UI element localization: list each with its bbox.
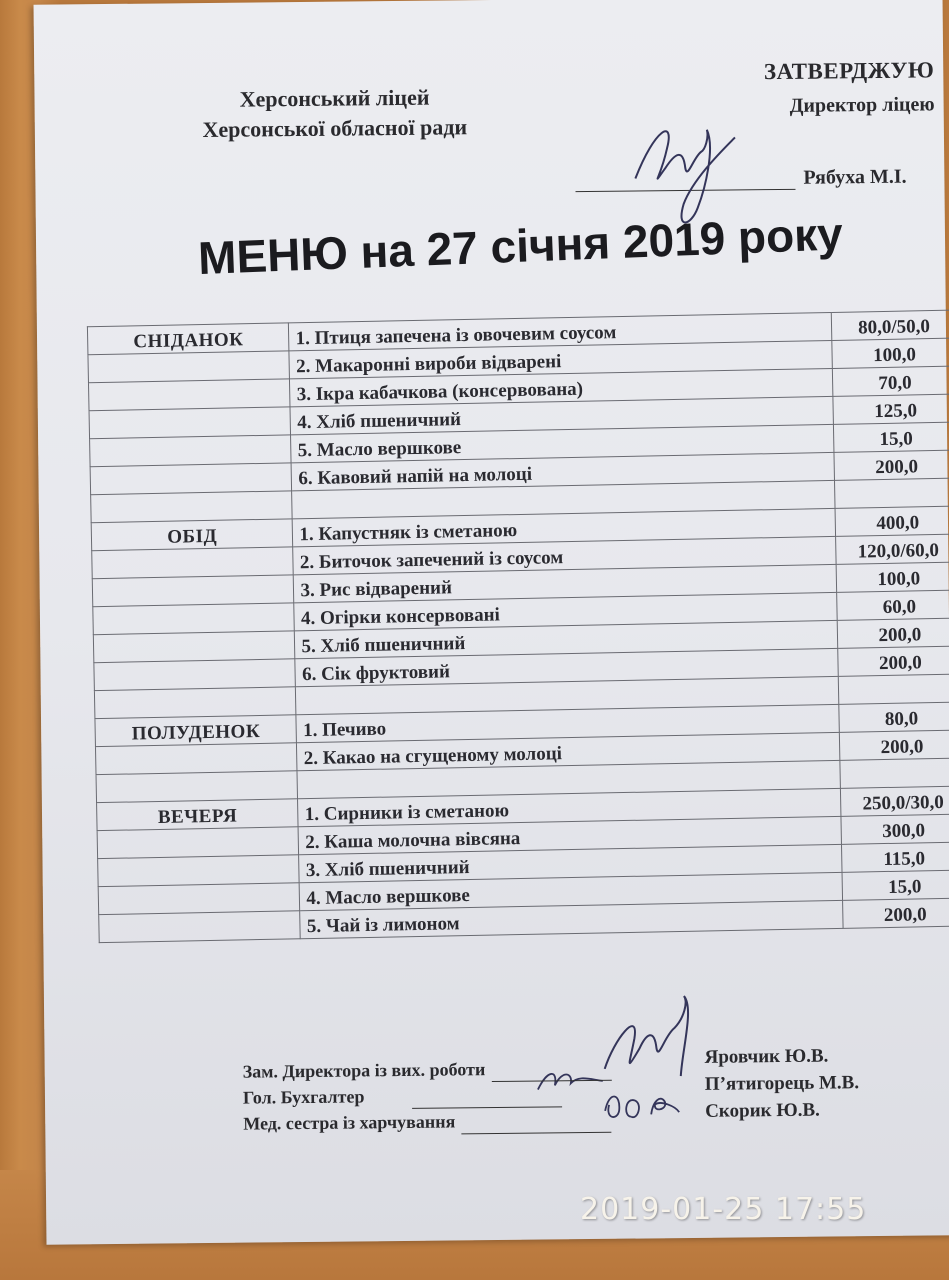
dish-name: 1. Печиво	[296, 704, 839, 742]
meal-cell-empty	[88, 379, 290, 411]
dish-amount: 60,0	[836, 590, 949, 620]
dish-name: 2. Какао на сгущеному молоці	[297, 732, 840, 770]
dish-name: 5. Масло вершкове	[291, 424, 834, 462]
dish-name: 2. Макаронні вироби відварені	[289, 340, 832, 378]
dish-name: 3. Ікра кабачкова (консервована)	[290, 368, 833, 406]
approver-title: Директор ліцею	[789, 93, 935, 117]
meal-cell-empty	[92, 547, 294, 579]
meal-cell-empty	[94, 659, 296, 691]
dish-name: 5. Хліб пшеничний	[295, 620, 838, 658]
approve-heading: ЗАТВЕРДЖУЮ	[763, 57, 935, 85]
accountant-role: Гол. Бухгалтер	[242, 1086, 365, 1108]
meal-cell-empty	[99, 911, 301, 943]
empty-cell	[96, 771, 298, 803]
menu-sheet	[34, 0, 949, 1245]
dish-amount: 70,0	[832, 366, 949, 396]
dish-amount: 400,0	[835, 506, 949, 536]
empty-cell	[94, 687, 296, 719]
deputy-name: Яровчик Ю.В.	[704, 1045, 829, 1068]
nurse-name: Скорик Ю.В.	[705, 1099, 820, 1122]
dish-name: 1. Сирники із сметаною	[298, 788, 841, 826]
meal-cell-empty	[93, 603, 295, 635]
approver-name: Рябуха М.І.	[803, 165, 907, 189]
deputy-role: Зам. Директора із вих. роботи	[242, 1059, 486, 1082]
deputy-sign-line	[491, 1062, 611, 1082]
empty-cell	[834, 478, 949, 508]
dish-amount: 250,0/30,0	[840, 786, 949, 816]
dish-amount: 100,0	[832, 338, 949, 368]
signature-roles	[243, 1055, 612, 1137]
dish-amount: 115,0	[841, 842, 949, 872]
dish-amount: 200,0	[839, 730, 949, 760]
empty-cell	[838, 674, 949, 704]
meal-cell-empty	[97, 827, 299, 859]
nurse-role: Мед. сестра із харчування	[243, 1111, 456, 1134]
meal-cell-empty	[88, 351, 290, 383]
dish-amount: 80,0/50,0	[831, 310, 949, 340]
dish-name: 2. Биточок запечений із соусом	[293, 536, 836, 574]
dish-name: 3. Рис відварений	[294, 564, 837, 602]
school-name-line1: Херсонський ліцей	[239, 84, 430, 112]
meal-cell-empty	[90, 463, 292, 495]
dish-name: 4. Огірки консервовані	[294, 592, 837, 630]
dish-amount: 15,0	[842, 870, 949, 900]
dish-amount: 120,0/60,0	[835, 534, 949, 564]
nurse-sign-line	[461, 1114, 611, 1135]
school-name-line2: Херсонської обласної ради	[202, 114, 468, 143]
meal-name: СНІДАНОК	[87, 323, 289, 355]
meal-cell-empty	[90, 435, 292, 467]
empty-cell	[840, 758, 949, 788]
meal-name: ВЕЧЕРЯ	[97, 799, 299, 831]
dish-amount: 100,0	[836, 562, 949, 592]
accountant-name: П’ятигорець М.В.	[704, 1072, 860, 1095]
meal-cell-empty	[92, 575, 294, 607]
meal-cell-empty	[98, 855, 300, 887]
meal-name: ОБІД	[91, 519, 293, 551]
dish-name: 4. Хліб пшеничний	[290, 396, 833, 434]
dish-name: 3. Хліб пшеничний	[299, 844, 842, 882]
dish-name: 6. Сік фруктовий	[295, 648, 838, 686]
signature-names	[704, 1042, 859, 1125]
dish-amount: 200,0	[834, 450, 949, 480]
meal-cell-empty	[95, 743, 297, 775]
dish-amount: 200,0	[838, 646, 949, 676]
school-name	[124, 81, 545, 145]
dish-amount: 80,0	[839, 702, 949, 732]
dish-name: 4. Масло вершкове	[300, 872, 843, 910]
accountant-sign-line	[412, 1088, 562, 1109]
empty-cell	[91, 491, 293, 523]
dish-name: 2. Каша молочна вівсяна	[299, 816, 842, 854]
menu-title: МЕНЮ на 27 січня 2019 року	[197, 207, 844, 285]
dish-amount: 300,0	[841, 814, 949, 844]
dish-amount: 200,0	[837, 618, 949, 648]
dish-amount: 15,0	[833, 422, 949, 452]
menu-table	[87, 310, 949, 944]
dish-name: 5. Чай із лимоном	[300, 900, 843, 938]
dish-amount: 125,0	[833, 394, 949, 424]
dish-amount: 200,0	[842, 898, 949, 928]
meal-name: ПОЛУДЕНОК	[95, 715, 297, 747]
meal-cell-empty	[93, 631, 295, 663]
dish-name: 1. Птиця запечена із овочевим соусом	[289, 312, 832, 350]
photo-timestamp: 2019-01-25 17:55	[580, 1192, 867, 1227]
dish-name: 1. Капустняк із сметаною	[293, 508, 836, 546]
meal-cell-empty	[98, 883, 300, 915]
meal-cell-empty	[89, 407, 291, 439]
dish-name: 6. Кавовий напій на молоці	[292, 452, 835, 490]
